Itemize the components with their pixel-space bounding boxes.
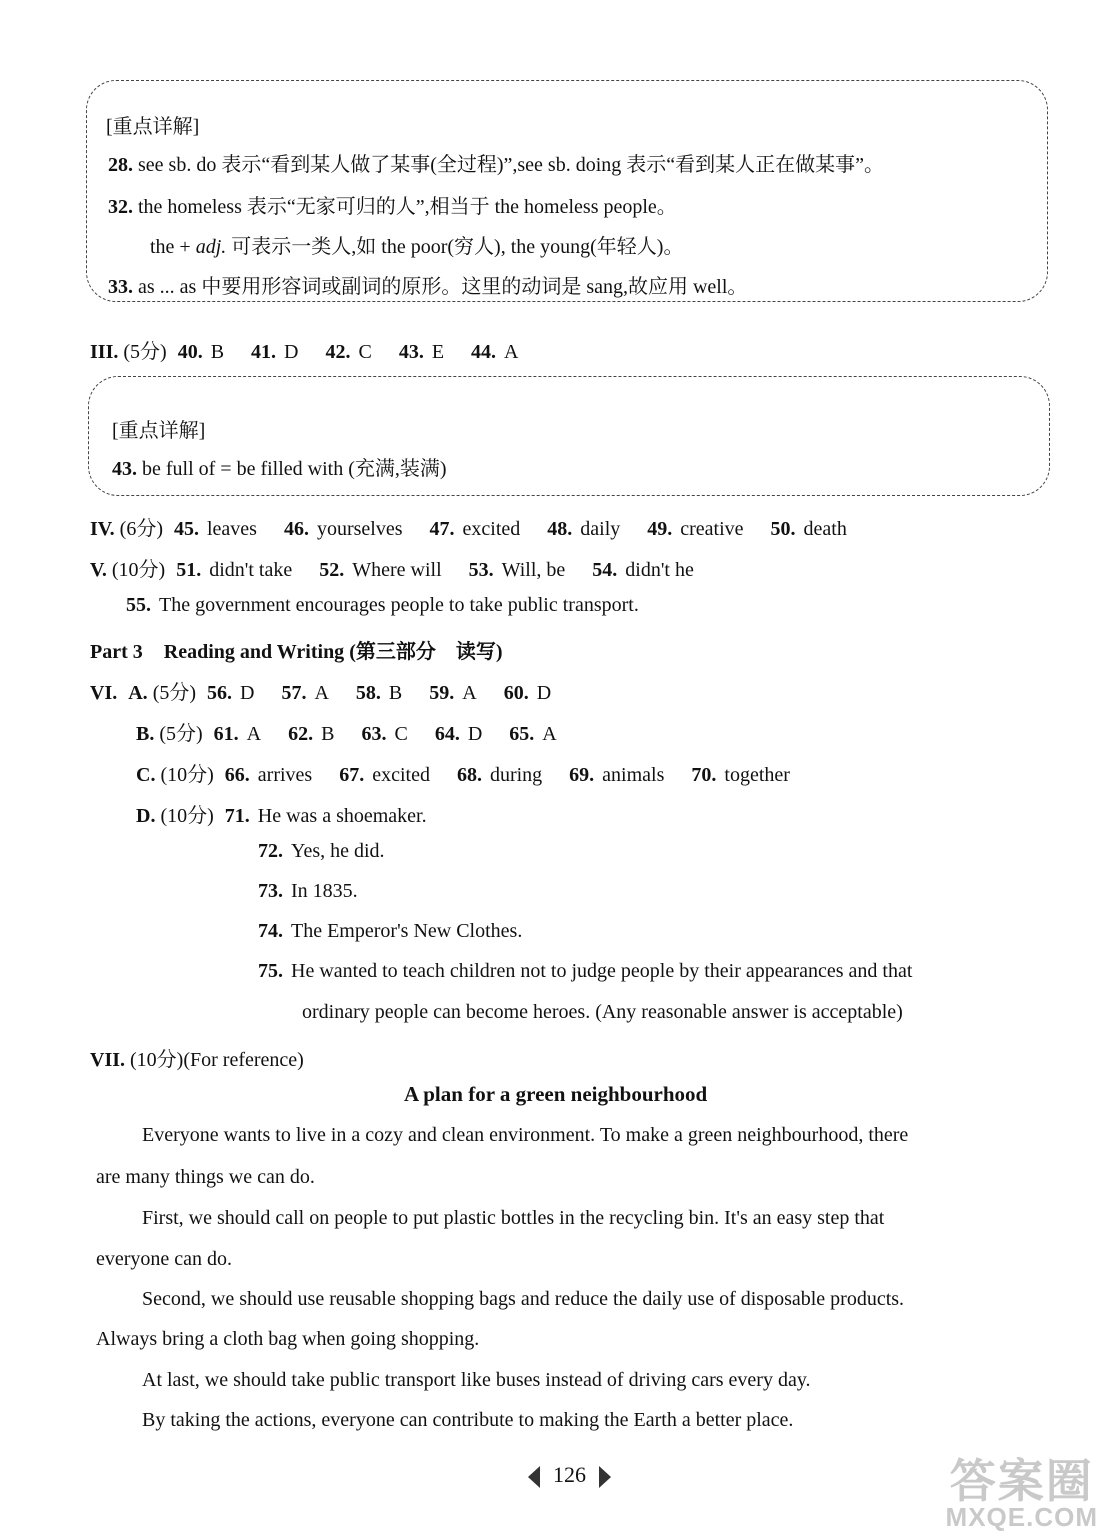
q-answer: animals — [602, 764, 665, 786]
q-answer: B — [388, 682, 403, 704]
section-vi-d-74 — [258, 920, 522, 943]
subsection-label: B. — [136, 723, 155, 745]
q-num: 58. — [355, 682, 381, 704]
q-answer: Where will — [352, 559, 442, 581]
q-num: 71. — [224, 805, 250, 827]
q-num: 41. — [251, 341, 277, 363]
part3-heading — [90, 635, 503, 664]
part-label: Part 3 — [90, 641, 143, 663]
q-answer: D — [284, 341, 299, 363]
q-answer: daily — [580, 518, 621, 540]
item-text-post: 可表示一类人,如 the poor(穷人), the young(年轻人)。 — [226, 236, 684, 258]
page-number: 126 — [553, 1462, 586, 1487]
right-arrow-icon — [599, 1466, 611, 1488]
q-num: 47. — [429, 518, 455, 540]
q-num: 54. — [592, 559, 618, 581]
section-label: IV. — [90, 518, 115, 540]
q-num: 61. — [213, 723, 239, 745]
q-answer: leaves — [206, 518, 257, 540]
box1-header: [重点详解] — [106, 116, 200, 138]
item-text-pre: the + — [150, 236, 196, 258]
q-num: 46. — [283, 518, 309, 540]
q-answer: C — [358, 341, 372, 363]
q-answer: D — [467, 723, 483, 745]
subsection-label: C. — [136, 764, 156, 786]
section-vi-b — [136, 717, 579, 746]
essay-line-7: At last, we should take public transport like buses instead of driving cars every day. — [142, 1369, 811, 1391]
q-num: 65. — [509, 723, 535, 745]
section-label: V. — [90, 559, 107, 581]
section-vi-d-75 — [258, 960, 912, 983]
q-num: 66. — [224, 764, 250, 786]
subsection-label: D. — [136, 805, 156, 827]
q-num: 60. — [503, 682, 529, 704]
section-vi-c — [136, 758, 812, 787]
item-text: as ... as 中要用形容词或副词的原形。这里的动词是 sang,故应用 well。 — [138, 276, 748, 298]
watermark-bottom: MXQE.COM — [945, 1502, 1098, 1532]
box2-item-43 — [112, 452, 447, 481]
page-footer — [528, 1462, 611, 1488]
section-points: (5分) — [152, 682, 197, 704]
q-num: 75. — [258, 960, 283, 982]
q-answer: didn't he — [625, 559, 694, 581]
q-num: 52. — [319, 559, 345, 581]
subsection-label: A. — [128, 682, 148, 704]
section-vi-d-75-cont: ordinary people can become heroes. (Any reasonable answer is acceptable) — [302, 1001, 903, 1023]
q-answer: In 1835. — [291, 880, 358, 902]
essay-line-2: are many things we can do. — [96, 1166, 315, 1188]
q-answer: D — [536, 682, 552, 704]
watermark-top: 答案圈 — [949, 1455, 1094, 1507]
item-text: the homeless 表示“无家可归的人”,相当于 the homeless people。 — [138, 196, 677, 218]
section-note: (For reference) — [183, 1049, 304, 1071]
q-num: 59. — [429, 682, 455, 704]
essay-line-8: By taking the actions, everyone can contribute to making the Earth a better place. — [142, 1409, 794, 1431]
section-v-q55 — [126, 594, 639, 617]
box1-item-33 — [108, 270, 747, 299]
q-answer: B — [321, 723, 335, 745]
part-title: Reading and Writing — [163, 641, 345, 663]
q-answer: arrives — [257, 764, 313, 786]
q-answer: C — [394, 723, 408, 745]
q-num: 50. — [770, 518, 796, 540]
q-answer: excited — [372, 764, 430, 786]
q-num: 48. — [547, 518, 573, 540]
item-text-italic: adj. — [195, 236, 227, 258]
section-vi-d-71 — [136, 799, 427, 828]
q-num: 57. — [281, 682, 307, 704]
q-num: 49. — [647, 518, 673, 540]
item-number: 33. — [108, 276, 133, 298]
q-answer: The Emperor's New Clothes. — [291, 920, 523, 942]
essay-title: A plan for a green neighbourhood — [404, 1082, 708, 1106]
section-points: (10分) — [160, 764, 214, 786]
q-answer: death — [803, 518, 847, 540]
q-num: 40. — [177, 341, 203, 363]
watermark-logo — [945, 1455, 1098, 1532]
q-num: 43. — [398, 341, 424, 363]
q-answer: A — [246, 723, 262, 745]
box1-item-32-cont — [150, 230, 683, 259]
q-answer: Will, be — [501, 559, 566, 581]
q-num: 67. — [339, 764, 365, 786]
section-points: (5分) — [123, 341, 167, 363]
q-answer: The government encourages people to take public transport. — [159, 594, 639, 616]
q-num: 68. — [456, 764, 482, 786]
q-answer: He wanted to teach children not to judge people by their appearances and that — [291, 960, 913, 982]
q-answer: excited — [462, 518, 521, 540]
q-answer: A — [504, 341, 519, 363]
section-points: (6分) — [119, 518, 163, 540]
item-text: be full of = be filled with (充满,装满) — [142, 458, 447, 480]
section-label: VI. — [90, 682, 118, 704]
section-vi-a — [90, 676, 573, 705]
item-number: 28. — [108, 154, 133, 176]
q-num: 62. — [288, 723, 314, 745]
q-num: 45. — [173, 518, 199, 540]
q-answer: during — [489, 764, 543, 786]
q-answer: A — [462, 682, 477, 704]
q-num: 44. — [471, 341, 497, 363]
q-num: 42. — [325, 341, 351, 363]
q-answer: together — [724, 764, 790, 786]
q-num: 64. — [434, 723, 460, 745]
section-vi-d-73 — [258, 880, 358, 903]
section-points: (10分) — [130, 1049, 184, 1071]
q-answer: Yes, he did. — [291, 840, 385, 862]
q-answer: A — [542, 723, 557, 745]
section-vii — [90, 1043, 304, 1072]
item-number: 32. — [108, 196, 133, 218]
q-num: 70. — [691, 764, 717, 786]
essay-line-5: Second, we should use reusable shopping bags and reduce the daily use of disposable products. — [142, 1288, 905, 1310]
q-num: 51. — [176, 559, 202, 581]
section-points: (10分) — [111, 559, 166, 581]
q-answer: B — [210, 341, 225, 363]
q-answer: D — [240, 682, 255, 704]
q-answer: E — [431, 341, 445, 363]
essay-line-3: First, we should call on people to put plastic bottles in the recycling bin. It's an easy step that — [142, 1207, 885, 1229]
essay-line-1: Everyone wants to live in a cozy and clean environment. To make a green neighbourhood, there — [142, 1124, 909, 1146]
q-num: 73. — [258, 880, 283, 902]
q-num: 69. — [569, 764, 595, 786]
q-num: 55. — [126, 594, 151, 616]
q-num: 72. — [258, 840, 283, 862]
q-answer: A — [314, 682, 329, 704]
box1-item-32 — [108, 190, 677, 219]
section-iv — [90, 512, 869, 541]
item-number: 43. — [112, 458, 137, 480]
box2-header: [重点详解] — [112, 420, 206, 442]
section-v — [90, 553, 716, 582]
q-num: 56. — [207, 682, 233, 704]
essay-line-6: Always bring a cloth bag when going shopping. — [96, 1328, 480, 1350]
q-answer: creative — [680, 518, 744, 540]
box1-item-28 — [108, 148, 884, 177]
q-num: 74. — [258, 920, 283, 942]
section-label: III. — [90, 341, 119, 363]
q-answer: He was a shoemaker. — [257, 805, 427, 827]
q-num: 63. — [361, 723, 387, 745]
section-label: VII. — [90, 1049, 126, 1071]
item-text: see sb. do 表示“看到某人做了某事(全过程)”,see sb. doing 表示“看到某人正在做某事”。 — [138, 154, 885, 176]
part-title-cn: (第三部分 读写) — [349, 641, 503, 663]
section-points: (10分) — [160, 805, 214, 827]
section-iii — [90, 335, 541, 364]
q-answer: didn't take — [209, 559, 293, 581]
q-answer: yourselves — [316, 518, 403, 540]
section-vi-d-72 — [258, 840, 385, 863]
q-num: 53. — [468, 559, 494, 581]
left-arrow-icon — [528, 1466, 540, 1488]
essay-line-4: everyone can do. — [96, 1248, 233, 1270]
section-points: (5分) — [159, 723, 203, 745]
